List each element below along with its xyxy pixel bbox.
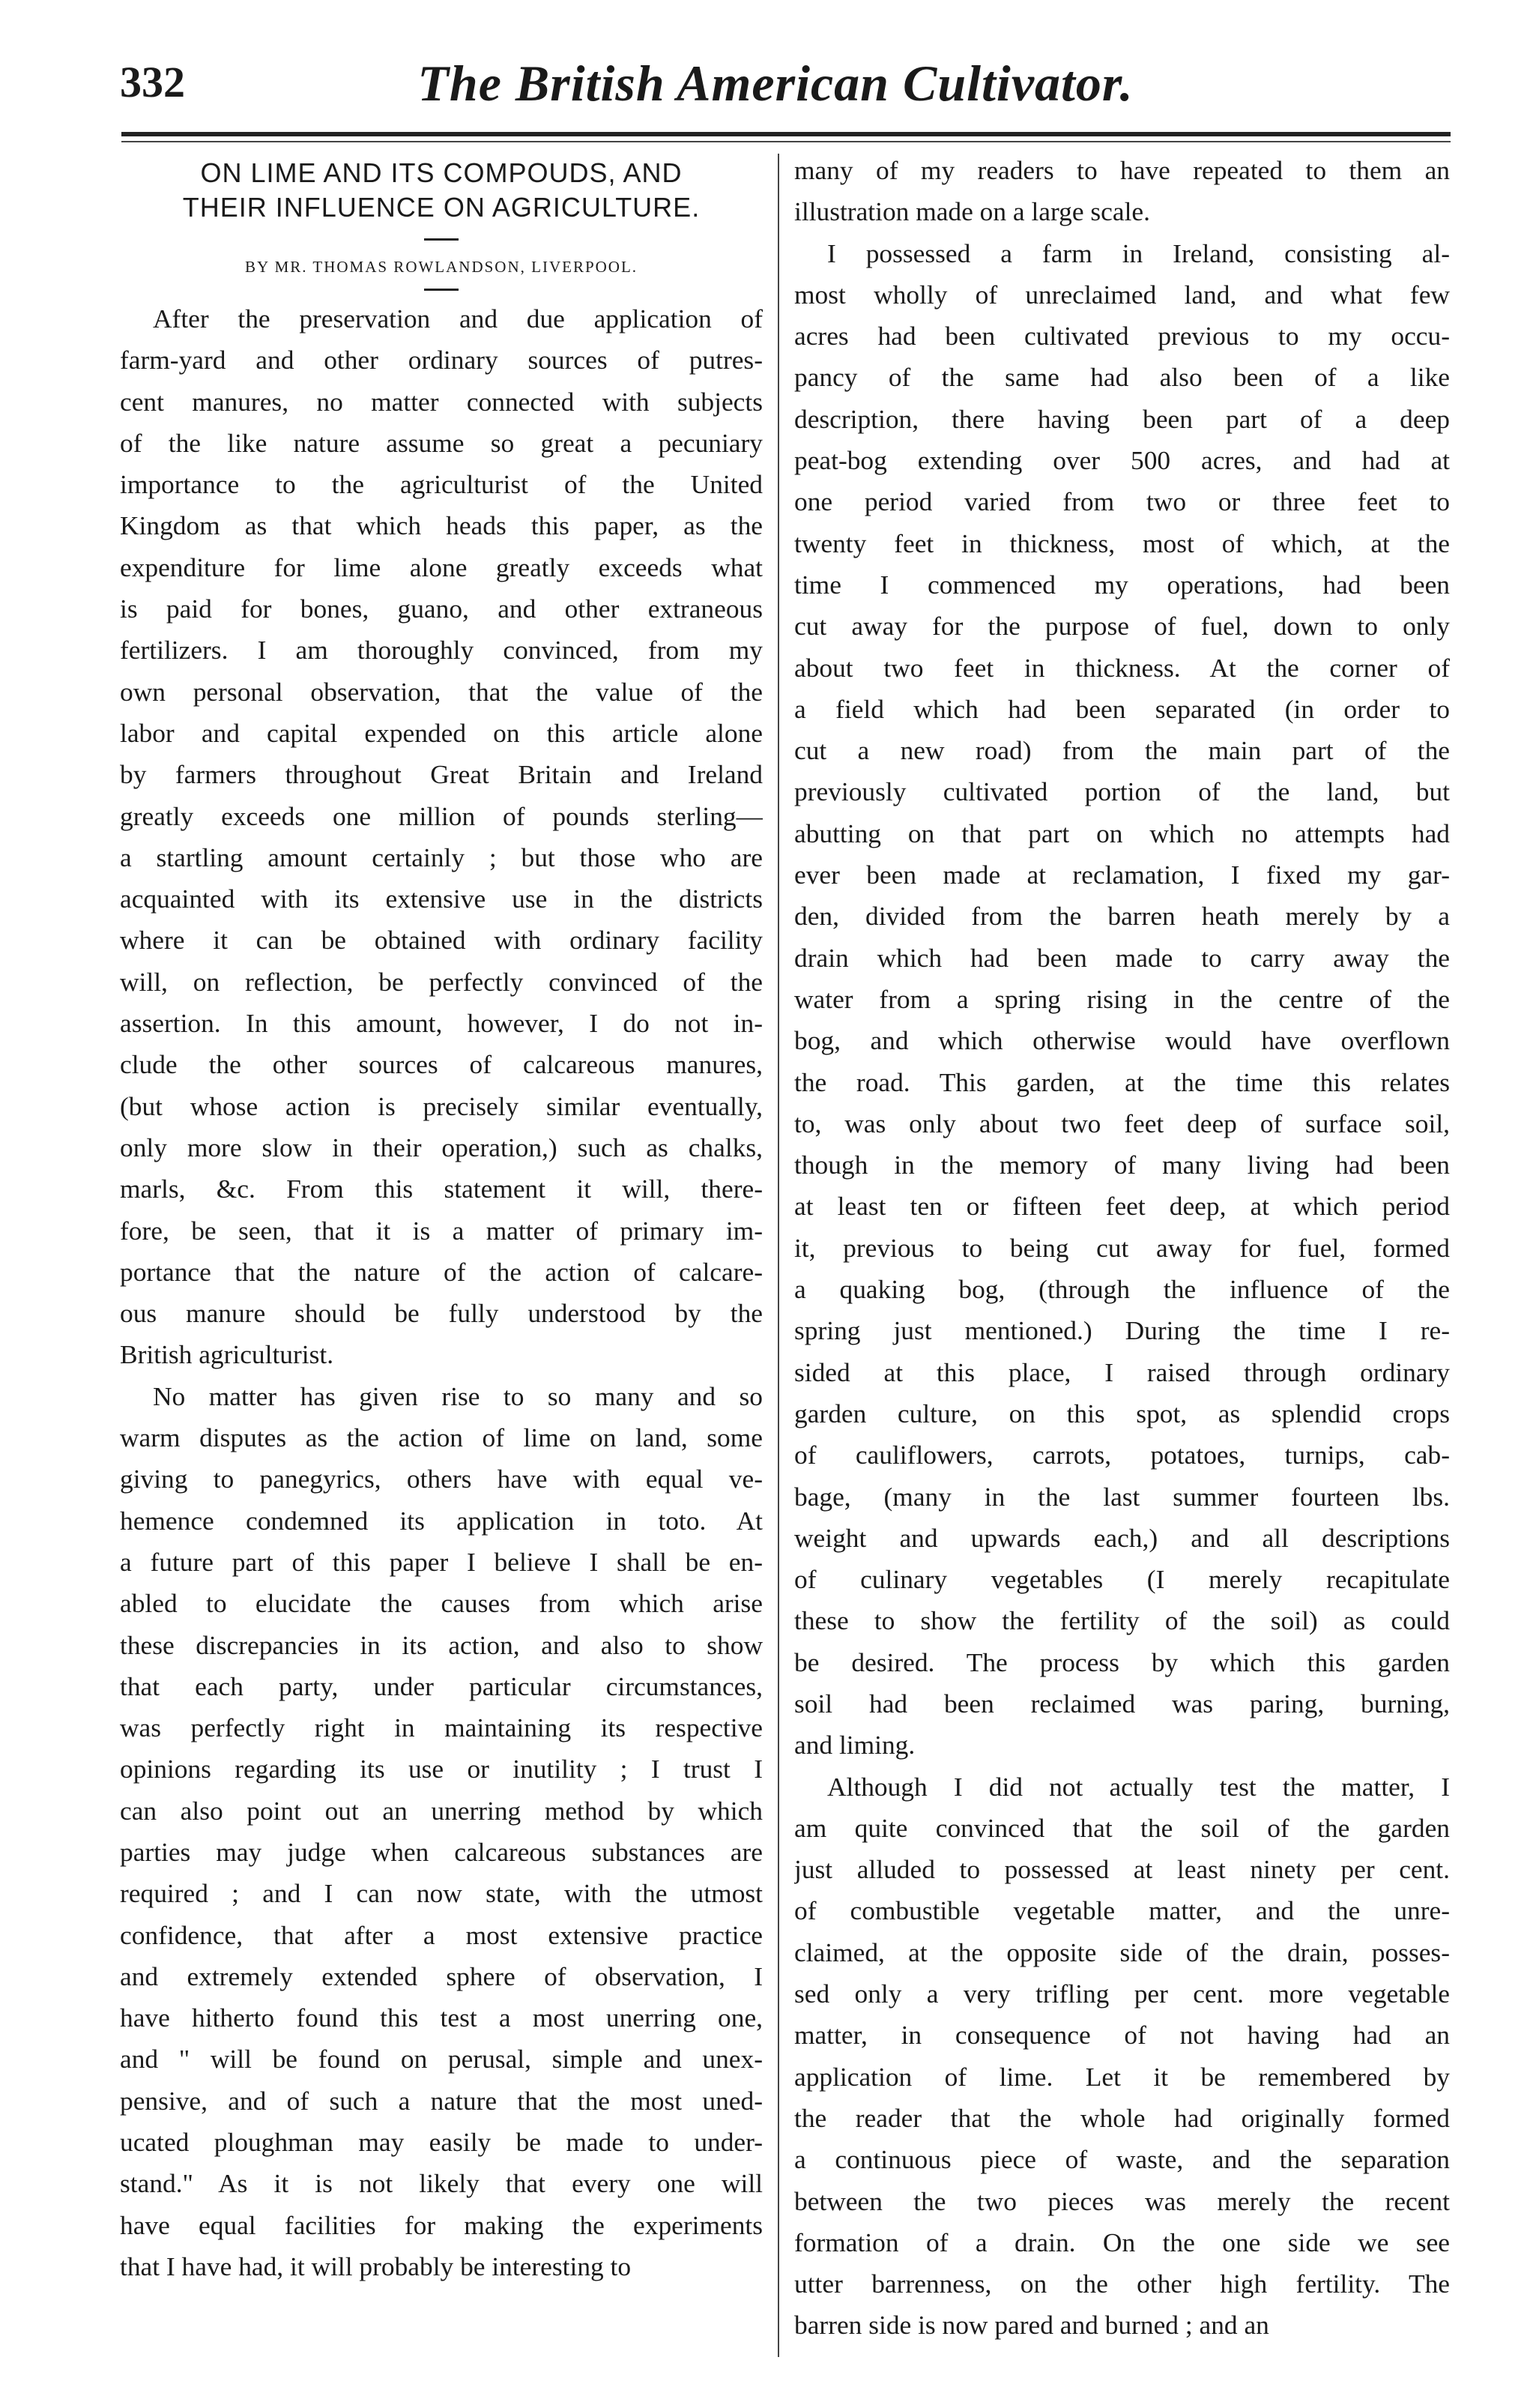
right-column-line: pancy of the same had also been of a like xyxy=(794,362,1450,393)
left-column-line: was perfectly right in maintaining its respective xyxy=(120,1713,763,1743)
left-column-line: importance to the agriculturist of the United xyxy=(120,469,763,500)
right-column-line: sided at this place, I raised through ordinary xyxy=(794,1357,1450,1387)
byline-separator xyxy=(424,289,459,291)
right-column-line: formation of a drain. On the one side we see xyxy=(794,2227,1450,2257)
right-column-line: the road. This garden, at the time this relates xyxy=(794,1066,1450,1097)
left-column-line: and " will be found on perusal, simple and unex- xyxy=(120,2044,763,2074)
left-column-line: No matter has given rise to so many and so xyxy=(153,1380,763,1411)
right-column-line: cut a new road) from the main part of the xyxy=(794,735,1450,766)
title-separator xyxy=(424,238,459,241)
right-column-line: many of my readers to have repeated to them an xyxy=(794,155,1450,185)
left-column-line: Kingdom as that which heads this paper, as the xyxy=(120,510,763,541)
left-column-line: a startling amount certainly ; but those who are xyxy=(120,842,763,872)
left-column-line: that I have had, it will probably be interesting to xyxy=(120,2251,632,2281)
left-column-line: farm-yard and other ordinary sources of putres- xyxy=(120,345,763,375)
page-number: 332 xyxy=(120,58,185,106)
left-column-line: these discrepancies in its action, and also to show xyxy=(120,1629,763,1660)
header-rule-thick xyxy=(121,132,1451,136)
column-divider xyxy=(778,154,779,2357)
right-column-line: of culinary vegetables (I merely recapitulate xyxy=(794,1564,1450,1595)
left-column-line: by farmers throughout Great Britain and Ireland xyxy=(120,759,763,790)
right-column-line: weight and upwards each,) and all descriptions xyxy=(794,1522,1450,1553)
left-column-line: clude the other sources of calcareous manures, xyxy=(120,1049,763,1080)
right-column-line: previously cultivated portion of the land, but xyxy=(794,776,1450,807)
right-column-line: peat-bog extending over 500 acres, and had at xyxy=(794,445,1450,476)
right-column-line: most wholly of unreclaimed land, and what few xyxy=(794,279,1450,310)
left-column-line: assertion. In this amount, however, I do not in- xyxy=(120,1008,763,1039)
right-column-line: just alluded to possessed at least ninety per cent. xyxy=(794,1854,1450,1885)
left-column-line: own personal observation, that the value of the xyxy=(120,676,763,707)
right-column-line: drain which had been made to carry away the xyxy=(794,942,1450,973)
left-column-line: labor and capital expended on this article alone xyxy=(120,717,763,748)
left-column-line: cent manures, no matter connected with subjects xyxy=(120,386,763,417)
right-column-line: am quite convinced that the soil of the garden xyxy=(794,1812,1450,1843)
right-column-line: description, there having been part of a deep xyxy=(794,403,1450,434)
article-title-line-1: ON LIME AND ITS COMPOUDS, AND xyxy=(200,157,683,188)
right-column-line: one period varied from two or three feet to xyxy=(794,486,1450,517)
right-column-line: a field which had been separated (in order to xyxy=(794,693,1450,724)
right-column-line: claimed, at the opposite side of the drain, posses- xyxy=(794,1937,1450,1967)
right-column-line: abutting on that part on which no attempts had xyxy=(794,818,1450,848)
left-column xyxy=(120,150,763,2287)
right-column-line: sed only a very trifling per cent. more vegetable xyxy=(794,1979,1450,2009)
right-column-line: though in the memory of many living had been xyxy=(794,1150,1450,1180)
right-column-line: matter, in consequence of not having had an xyxy=(794,2020,1450,2051)
right-column-line: be desired. The process by which this garden xyxy=(794,1647,1450,1677)
right-column-line: a quaking bog, (through the influence of the xyxy=(794,1274,1450,1305)
right-column xyxy=(794,150,1450,2347)
right-column-line: spring just mentioned.) During the time I re- xyxy=(794,1315,1450,1346)
right-column-line: bage, (many in the last summer fourteen lbs. xyxy=(794,1481,1450,1512)
right-column-line: and liming. xyxy=(794,1730,916,1760)
left-column-line: marls, &c. From this statement it will, there- xyxy=(120,1174,763,1204)
right-column-line: of cauliflowers, carrots, potatoes, turnips, cab- xyxy=(794,1440,1450,1470)
left-column-line: fertilizers. I am thoroughly convinced, from my xyxy=(120,635,763,666)
left-column-line: giving to panegyrics, others have with equal ve- xyxy=(120,1464,763,1494)
right-column-line: soil had been reclaimed was paring, burning, xyxy=(794,1688,1450,1719)
left-column-line: is paid for bones, guano, and other extraneous xyxy=(120,594,763,624)
article-byline: BY MR. THOMAS ROWLANDSON, LIVERPOOL. xyxy=(244,258,638,276)
page-header xyxy=(97,54,1454,121)
left-column-line: stand." As it is not likely that every one will xyxy=(120,2168,763,2199)
left-column-line: warm disputes as the action of lime on land, some xyxy=(120,1422,763,1453)
left-column-line: a future part of this paper I believe I shall be en- xyxy=(120,1546,763,1577)
left-column-line: confidence, that after a most extensive practice xyxy=(120,1919,763,1950)
right-column-line: ever been made at reclamation, I fixed my gar- xyxy=(794,860,1450,890)
right-column-line: cut away for the purpose of fuel, down to only xyxy=(794,611,1450,642)
left-column-text xyxy=(120,298,763,2287)
right-column-line: bog, and which otherwise would have overflown xyxy=(794,1025,1450,1056)
left-column-line: ous manure should be fully understood by the xyxy=(120,1298,763,1329)
left-column-line: parties may judge when calcareous substances are xyxy=(120,1836,763,1867)
left-column-line: of the like nature assume so great a pecuniary xyxy=(120,427,763,458)
right-column-line: these to show the fertility of the soil) as could xyxy=(794,1605,1450,1636)
left-column-line: portance that the nature of the action of calcare- xyxy=(120,1256,763,1287)
right-column-line: water from a spring rising in the centre of the xyxy=(794,983,1450,1014)
right-column-line: time I commenced my operations, had been xyxy=(794,569,1450,600)
left-column-line: can also point out an unerring method by which xyxy=(120,1795,763,1826)
left-column-line: hemence condemned its application in toto. At xyxy=(120,1505,763,1536)
right-column-line: to, was only about two feet deep of surface soil, xyxy=(794,1108,1450,1138)
left-column-line: pensive, and of such a nature that the most uned- xyxy=(120,2085,763,2116)
left-column-line: only more slow in their operation,) such as chalks, xyxy=(120,1132,763,1162)
right-column-line: between the two pieces was merely the recent xyxy=(794,2185,1450,2216)
left-column-line: expenditure for lime alone greatly exceeds what xyxy=(120,552,763,582)
right-column-line: twenty feet in thickness, most of which, at the xyxy=(794,528,1450,558)
right-column-line: the reader that the whole had originally formed xyxy=(794,2102,1450,2133)
left-column-line: where it can be obtained with ordinary facility xyxy=(120,925,763,956)
left-column-line: opinions regarding its use or inutility ; I trust I xyxy=(120,1754,763,1784)
right-column-line: of combustible vegetable matter, and the unre- xyxy=(794,1895,1450,1926)
right-column-line: I possessed a farm in Ireland, consisting al- xyxy=(827,238,1450,268)
right-column-line: a continuous piece of waste, and the separation xyxy=(794,2144,1450,2175)
left-column-line: required ; and I can now state, with the utmost xyxy=(120,1878,763,1909)
left-column-line: After the preservation and due application of xyxy=(153,304,763,334)
right-column-line: it, previous to being cut away for fuel, formed xyxy=(794,1232,1450,1263)
left-column-line: and extremely extended sphere of observation, I xyxy=(120,1961,763,1991)
left-column-line: have equal facilities for making the experiments xyxy=(120,2209,763,2240)
article-title-line-2: THEIR INFLUENCE ON AGRICULTURE. xyxy=(182,192,701,223)
right-column-line: den, divided from the barren heath merely by a xyxy=(794,901,1450,932)
left-column-line: have hitherto found this test a most unerring one, xyxy=(120,2003,763,2033)
header-rule-thin xyxy=(121,141,1451,142)
left-column-line: greatly exceeds one million of pounds sterling— xyxy=(120,800,763,831)
left-column-line: will, on reflection, be perfectly convinced of the xyxy=(120,966,763,997)
left-column-line: British agriculturist. xyxy=(120,1339,334,1370)
left-column-line: fore, be seen, that it is a matter of primary im- xyxy=(120,1215,763,1246)
left-column-line: acquainted with its extensive use in the districts xyxy=(120,884,763,914)
left-column-line: ucated ploughman may easily be made to under- xyxy=(120,2127,763,2158)
right-column-line: application of lime. Let it be remembered by xyxy=(794,2061,1450,2092)
right-column-line: illustration made on a large scale. xyxy=(794,196,1150,227)
right-column-line: at least ten or fifteen feet deep, at which period xyxy=(794,1191,1450,1222)
left-column-line: that each party, under particular circumstances, xyxy=(120,1671,763,1701)
right-column-line: Although I did not actually test the matter, I xyxy=(827,1771,1450,1802)
left-column-line: (but whose action is precisely similar eventually, xyxy=(120,1090,763,1121)
right-column-line: barren side is now pared and burned ; and an xyxy=(794,2310,1269,2341)
right-column-line: utter barrenness, on the other high fertility. The xyxy=(794,2269,1450,2299)
right-column-text xyxy=(794,150,1450,2347)
journal-title: The British American Cultivator. xyxy=(417,55,1134,112)
right-column-line: about two feet in thickness. At the corner of xyxy=(794,652,1450,683)
right-column-line: garden culture, on this spot, as splendid crops xyxy=(794,1398,1450,1428)
right-column-line: acres had been cultivated previous to my occu- xyxy=(794,321,1450,351)
left-column-line: abled to elucidate the causes from which arise xyxy=(120,1588,763,1619)
